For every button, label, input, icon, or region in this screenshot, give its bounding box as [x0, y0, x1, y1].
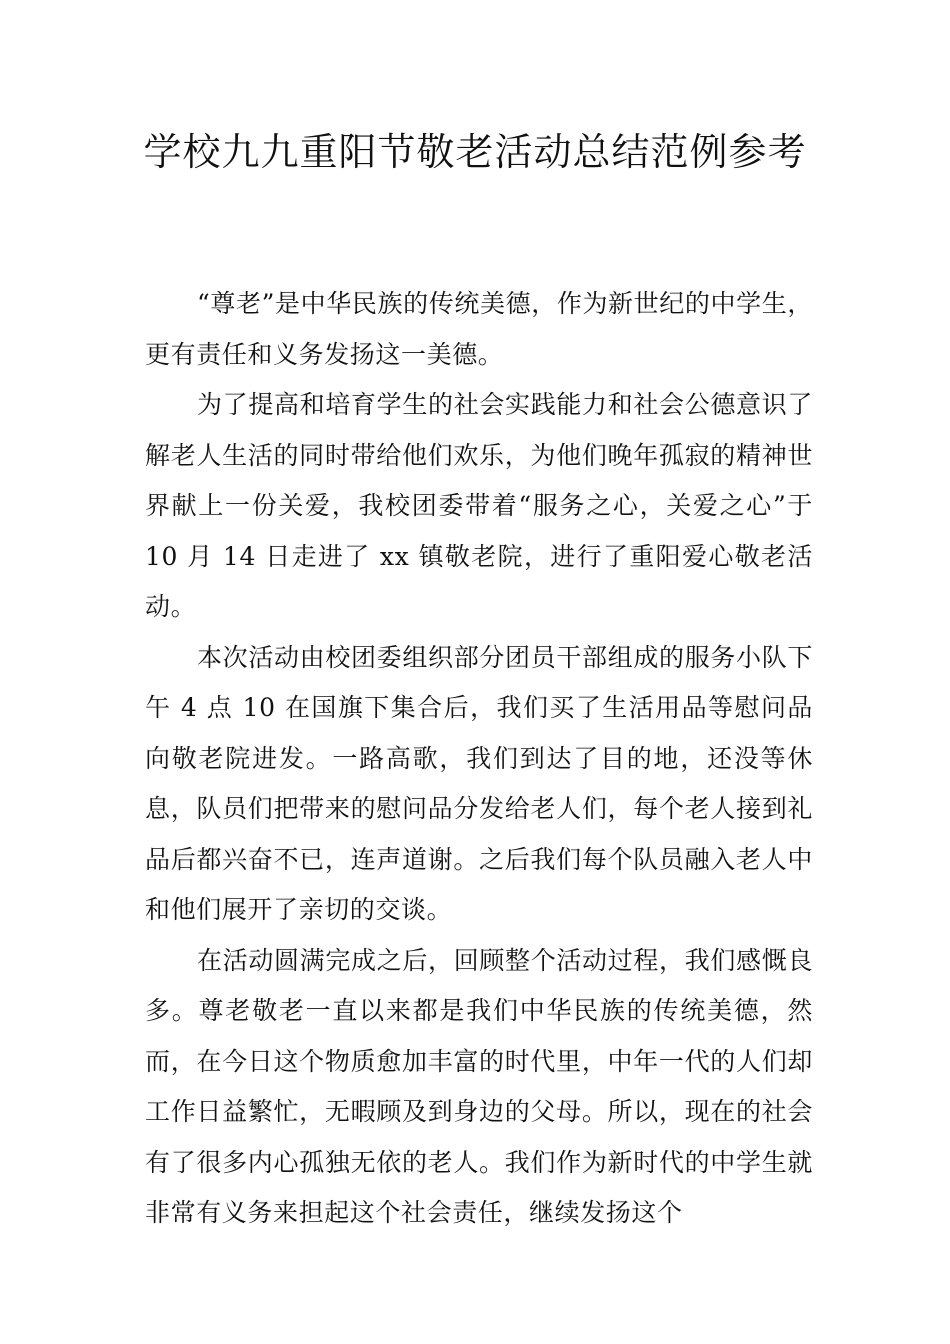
document-title: 学校九九重阳节敬老活动总结范例参考 — [143, 130, 807, 174]
document-body — [145, 279, 813, 1239]
paragraph-2: 为了提高和培育学生的社会实践能力和社会公德意识了解老人生活的同时带给他们欢乐，为他们晚年孤寂的精神世界献上一份关爱，我校团委带着“服务之心，关爱之心”于 10 月 14 日走进了 xx 镇敬老院，进行了重阳爱心敬老活动。 — [145, 390, 813, 621]
paragraph-4: 在活动圆满完成之后，回顾整个活动过程，我们感慨良多。尊老敬老一直以来都是我们中华民族的传统美德，然而，在今日这个物质愈加丰富的时代里，中年一代的人们却工作日益繁忙，无暇顾及到身边的父母。所以，现在的社会有了很多内心孤独无依的老人。我们作为新时代的中学生就非常有义务来担起这个社会责任，继续发扬这个 — [145, 945, 813, 1227]
paragraph-3: 本次活动由校团委组织部分团员干部组成的服务小队下午 4 点 10 在国旗下集合后，我们买了生活用品等慰问品向敬老院进发。一路高歌，我们到达了目的地，还没等休息，队员们把带来的慰问品分发给老人们，每个老人接到礼品后都兴奋不已，连声道谢。之后我们每个队员融入老人中和他们展开了亲切的交谈。 — [145, 642, 813, 924]
paragraph-1: “尊老”是中华民族的传统美德，作为新世纪的中学生，更有责任和义务发扬这一美德。 — [145, 289, 813, 369]
